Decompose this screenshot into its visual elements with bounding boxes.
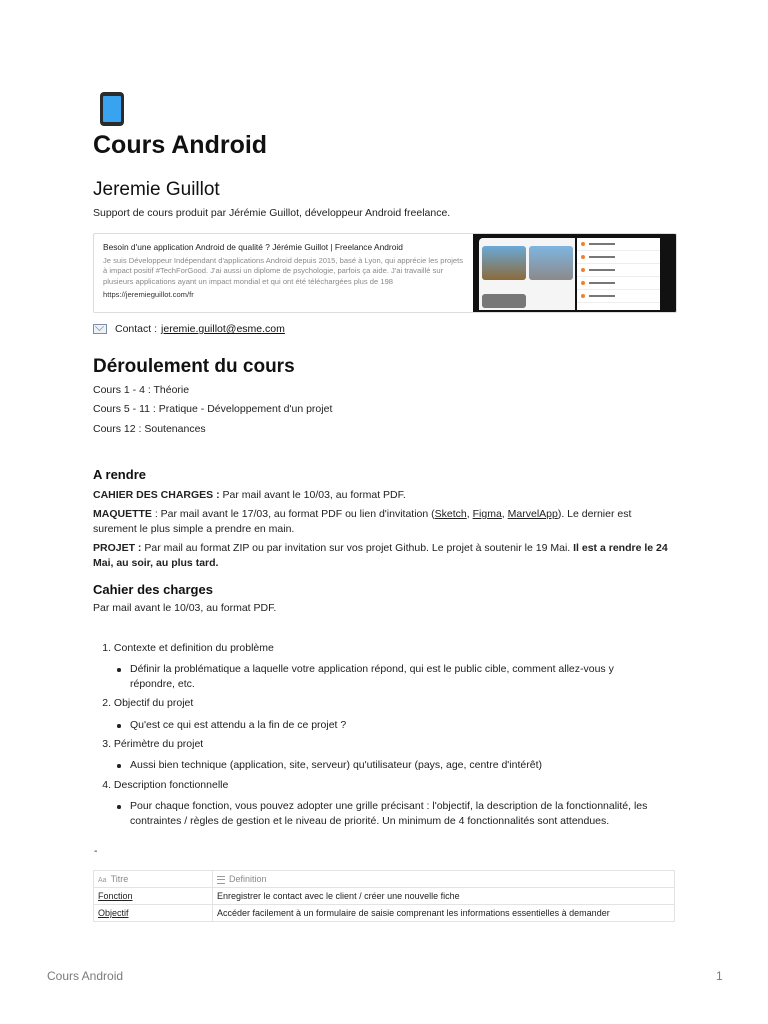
definitions-table xyxy=(93,870,675,922)
envelope-icon xyxy=(93,324,107,334)
list-bullet: Aussi bien technique (application, site, serveur) qu'utilisateur (pays, age, centre d'intérêt) xyxy=(115,758,655,773)
figma-link[interactable]: Figma xyxy=(472,508,502,520)
table-cell-definition: Enregistrer le contact avec le client / créer une nouvelle fiche xyxy=(213,888,675,905)
page-number: 1 xyxy=(716,969,723,983)
deroulement-heading: Déroulement du cours xyxy=(93,356,295,377)
footer-title: Cours Android xyxy=(47,969,124,983)
contact-line xyxy=(93,323,285,335)
list-bullet: Qu'est ce qui est attendu a la fin de ce projet ? xyxy=(115,718,655,733)
a-rendre-heading: A rendre xyxy=(93,467,146,482)
text-lines-icon xyxy=(217,876,225,884)
marvelapp-link[interactable]: MarvelApp xyxy=(507,508,558,520)
cahier-intro: Par mail avant le 10/03, au format PDF. xyxy=(93,602,277,614)
bookmark-thumbnail xyxy=(473,234,676,312)
column-header-titre[interactable]: Aa Titre xyxy=(94,871,213,888)
author-heading: Jeremie Guillot xyxy=(93,179,220,200)
list-item: 1. Contexte et definition du problème xyxy=(102,642,274,654)
bookmark-url[interactable]: https://jeremieguillot.com/fr xyxy=(103,289,194,299)
deroulement-line: Cours 12 : Soutenances xyxy=(93,423,206,435)
support-text: Support de cours produit par Jérémie Guillot, développeur Android freelance. xyxy=(93,207,451,219)
table-header-row xyxy=(94,871,675,888)
cahier-deadline: CAHIER DES CHARGES : Par mail avant le 10/03, au format PDF. xyxy=(93,489,406,501)
list-item: 2. Objectif du projet xyxy=(102,697,194,709)
list-bullet: Définir la problématique a laquelle votre application répond, qui est le public cible, comment allez-vous y répondre, etc. xyxy=(115,662,655,692)
contact-email-link[interactable]: jeremie.guillot@esme.com xyxy=(161,323,285,335)
table-row xyxy=(94,888,675,905)
text-type-icon: Aa xyxy=(98,877,107,884)
list-item: 4. Description fonctionnelle xyxy=(102,779,229,791)
maquette-deadline: MAQUETTE : Par mail avant le 17/03, au format PDF ou lien d'invitation (Sketch, Figma, MarvelApp). Le dernier est surement le plus simple a prendre en main. xyxy=(93,508,632,535)
page-title: Cours Android xyxy=(93,131,268,159)
list-bullet: Pour chaque fonction, vous pouvez adopter une grille précisant : l'objectif, la description de la fonctionnalité, les contraintes / règles de gestion et le niveau de priorité. Un minimum de 4 fonctionnalités sont attendues. xyxy=(115,799,655,829)
cahier-heading: Cahier des charges xyxy=(93,582,213,597)
dash-line: - xyxy=(94,845,98,857)
bookmark-card[interactable] xyxy=(93,233,677,313)
column-header-definition[interactable]: Definition xyxy=(213,871,675,888)
deroulement-line: Cours 5 - 11 : Pratique - Développement d'un projet xyxy=(93,403,333,415)
table-cell-titre[interactable]: Objectif xyxy=(94,905,213,922)
bookmark-title: Besoin d'une application Android de qualité ? Jérémie Guillot | Freelance Android xyxy=(103,242,403,252)
deroulement-line: Cours 1 - 4 : Théorie xyxy=(93,384,190,396)
mobile-phone-icon xyxy=(100,92,124,126)
contact-label: Contact : xyxy=(115,323,158,335)
list-item: 3. Périmètre du projet xyxy=(102,738,204,750)
sketch-link[interactable]: Sketch xyxy=(434,508,467,520)
table-cell-definition: Accéder facilement à un formulaire de saisie comprenant les informations essentielles à demander xyxy=(213,905,675,922)
table-row xyxy=(94,905,675,922)
projet-deadline: PROJET : Par mail au format ZIP ou par invitation sur vos projet Github. Le projet à soutenir le 19 Mai. Il est a rendre le 24 Mai, au soir, au plus tard. xyxy=(93,542,668,569)
bookmark-description: Je suis Développeur Indépendant d'applications Android depuis 2015, basé à Lyon, qui apprécie les projets à impact positif #TechForGood. J'ai aussi un diplome de psychologie, parfois ça aide. J'ai travaillé sur plusieurs applications ayant un impact mondial et qui ont été téléchargées plus de 198 xyxy=(103,256,464,286)
table-cell-titre[interactable]: Fonction xyxy=(94,888,213,905)
